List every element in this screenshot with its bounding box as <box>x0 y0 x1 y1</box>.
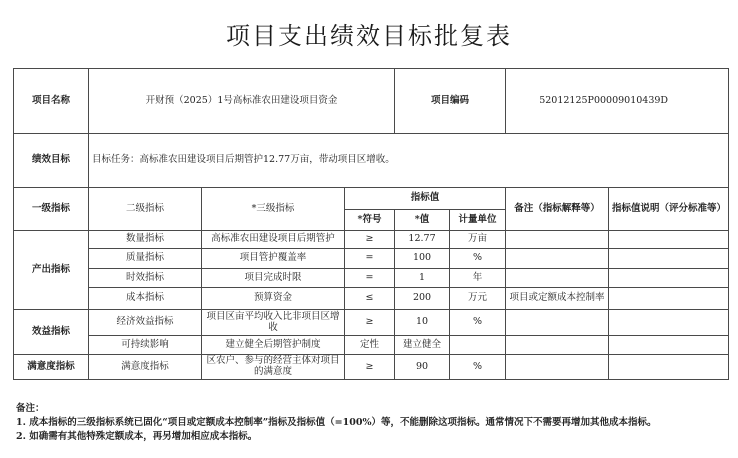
group-satisfaction-label: 满意度指标 <box>14 355 89 380</box>
header-level3: *三级指标 <box>202 188 345 231</box>
remark-cell <box>506 249 609 269</box>
level2-cell: 成本指标 <box>89 288 202 310</box>
unit-cell: % <box>450 355 506 380</box>
header-remark: 备注（指标解释等） <box>506 188 609 231</box>
project-code-value: 52012125P00009010439D <box>506 69 729 134</box>
table-row <box>14 288 729 310</box>
symbol-cell: ≥ <box>345 231 395 249</box>
header-unit: 计量单位 <box>450 210 506 231</box>
table-row <box>14 269 729 288</box>
level2-cell: 满意度指标 <box>89 355 202 380</box>
unit-cell: 万亩 <box>450 231 506 249</box>
symbol-cell: 定性 <box>345 336 395 355</box>
remark-cell: 项目或定额成本控制率 <box>506 288 609 310</box>
level3-cell: 建立健全后期管护制度 <box>202 336 345 355</box>
level2-cell: 可持续影响 <box>89 336 202 355</box>
level3-cell: 高标准农田建设项目后期管护 <box>202 231 345 249</box>
symbol-cell: ≤ <box>345 288 395 310</box>
explain-cell <box>609 269 729 288</box>
note-item: 2. 如确需有其他特殊定额成本，再另增加相应成本指标。 <box>16 430 258 442</box>
unit-cell: % <box>450 249 506 269</box>
notes-heading: 备注： <box>16 403 45 414</box>
unit-cell: 万元 <box>450 288 506 310</box>
symbol-cell: = <box>345 249 395 269</box>
note-item: 1. 成本指标的三级指标系统已固化“项目或定额成本控制率”指标及指标值（=100%）等，不能删除这项指标。通常情况下不需要再增加其他成本指标。 <box>16 416 657 428</box>
level2-cell: 数量指标 <box>89 231 202 249</box>
page-title: 项目支出绩效目标批复表 <box>226 22 512 50</box>
value-cell: 1 <box>395 269 450 288</box>
level2-cell: 经济效益指标 <box>89 310 202 336</box>
level2-cell: 质量指标 <box>89 249 202 269</box>
symbol-cell: ≥ <box>345 355 395 380</box>
value-cell: 200 <box>395 288 450 310</box>
level3-cell: 项目管护覆盖率 <box>202 249 345 269</box>
header-row-1 <box>14 188 729 210</box>
project-row <box>14 69 729 134</box>
project-code-label: 项目编码 <box>395 69 506 134</box>
table-row <box>14 355 729 380</box>
remark-cell <box>506 231 609 249</box>
level2-cell: 时效指标 <box>89 269 202 288</box>
value-cell: 90 <box>395 355 450 380</box>
header-explain: 指标值说明（评分标准等） <box>609 188 729 231</box>
remark-cell <box>506 336 609 355</box>
value-cell: 10 <box>395 310 450 336</box>
project-name-label: 项目名称 <box>14 69 89 134</box>
level3-cell: 项目区亩平均收入比非项目区增收 <box>202 310 345 336</box>
unit-cell <box>450 336 506 355</box>
header-level1: 一级指标 <box>14 188 89 231</box>
level3-cell: 项目完成时限 <box>202 269 345 288</box>
explain-cell <box>609 288 729 310</box>
value-cell: 12.77 <box>395 231 450 249</box>
header-value: *值 <box>395 210 450 231</box>
header-indicator-value: 指标值 <box>345 188 506 210</box>
table-row <box>14 336 729 355</box>
goal-row <box>14 134 729 188</box>
unit-cell: 年 <box>450 269 506 288</box>
table-row <box>14 310 729 336</box>
table-row <box>14 249 729 269</box>
symbol-cell: ≥ <box>345 310 395 336</box>
explain-cell <box>609 249 729 269</box>
explain-cell <box>609 231 729 249</box>
value-cell: 建立健全 <box>395 336 450 355</box>
explain-cell <box>609 355 729 380</box>
approval-table <box>13 68 729 380</box>
level3-cell: 预算资金 <box>202 288 345 310</box>
notes-section <box>16 402 656 443</box>
remark-cell <box>506 355 609 380</box>
explain-cell <box>609 336 729 355</box>
remark-cell <box>506 269 609 288</box>
symbol-cell: = <box>345 269 395 288</box>
group-benefit-label: 效益指标 <box>14 310 89 355</box>
remark-cell <box>506 310 609 336</box>
unit-cell: % <box>450 310 506 336</box>
level3-cell: 区农户、参与的经营主体对项目的满意度 <box>202 355 345 380</box>
explain-cell <box>609 310 729 336</box>
goal-label: 绩效目标 <box>14 134 89 188</box>
header-symbol: *符号 <box>345 210 395 231</box>
table-row <box>14 231 729 249</box>
goal-text: 目标任务：高标准农田建设项目后期管护12.77万亩，带动项目区增收。 <box>89 134 729 188</box>
value-cell: 100 <box>395 249 450 269</box>
header-level2: 二级指标 <box>89 188 202 231</box>
group-output-label: 产出指标 <box>14 231 89 310</box>
project-name-value: 开财预（2025）1号高标准农田建设项目资金 <box>89 69 395 134</box>
